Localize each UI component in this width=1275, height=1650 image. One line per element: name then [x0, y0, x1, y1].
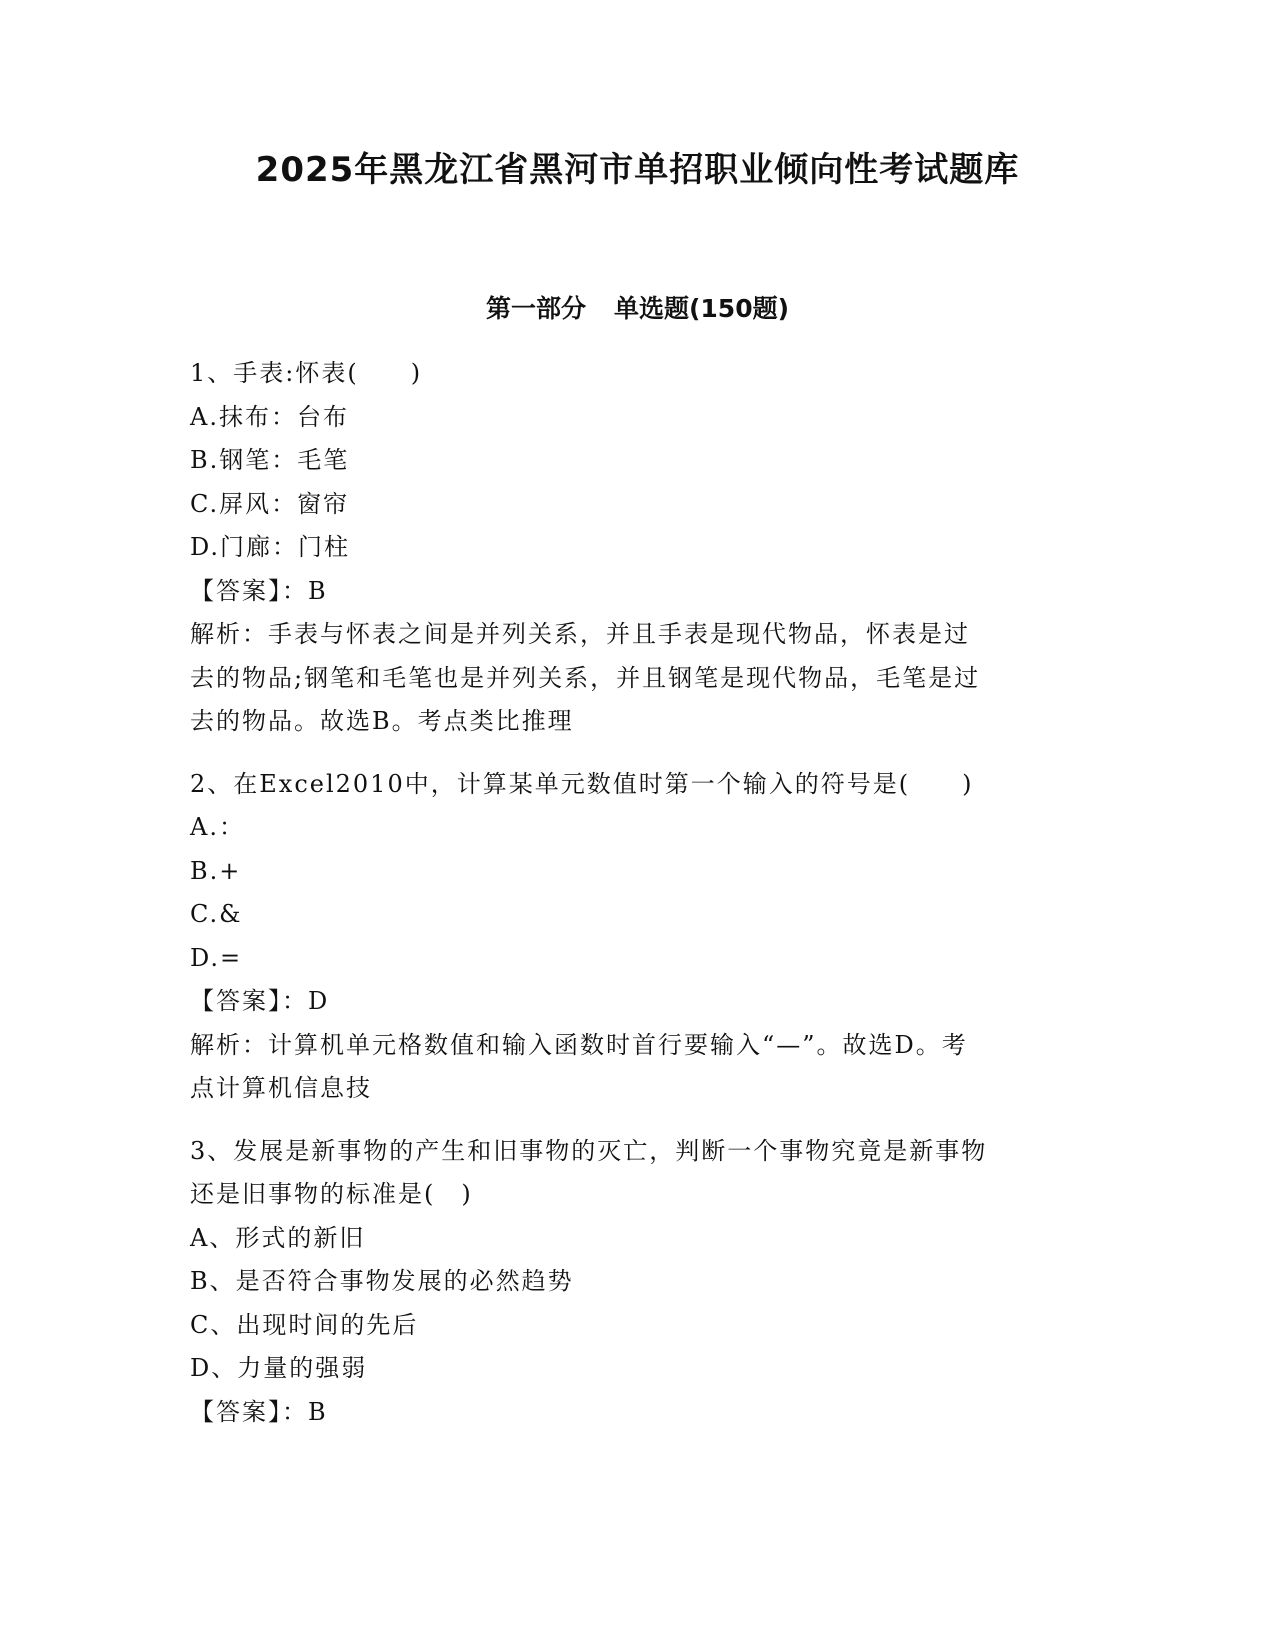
- question-stem-continued: 还是旧事物的标准是( ): [190, 1180, 473, 1208]
- option-b: B.+: [190, 856, 242, 885]
- question-2: [190, 763, 1090, 1111]
- option-a: A.：: [190, 813, 245, 841]
- option-d: D.=: [190, 943, 243, 972]
- answer-line: 【答案】：B: [190, 576, 328, 605]
- answer-line: 【答案】：D: [190, 987, 330, 1015]
- question-stem: 1、手表:怀表( ): [190, 359, 423, 387]
- analysis-line: 去的物品;钢笔和毛笔也是并列关系，并且钢笔是现代物品，毛笔是过: [190, 663, 981, 692]
- analysis-line: 去的物品。故选B。考点类比推理: [190, 707, 574, 735]
- analysis-line: 点计算机信息技: [190, 1074, 372, 1102]
- section-part: 第一部分: [485, 294, 586, 323]
- analysis-line: 解析：手表与怀表之间是并列关系，并且手表是现代物品，怀表是过: [190, 620, 970, 648]
- option-d: D.门廊：门柱: [190, 533, 351, 561]
- option-a: A、形式的新旧: [190, 1223, 366, 1252]
- question-3: [190, 1130, 1090, 1435]
- analysis-line: 解析：计算机单元格数值和输入函数时首行要输入“—”。故选D。考: [190, 1030, 968, 1059]
- option-d: D、力量的强弱: [190, 1354, 368, 1382]
- question-stem: 2、在Excel2010中，计算某单元数值时第一个输入的符号是( ): [190, 769, 974, 798]
- option-a: A.抹布：台布: [190, 402, 349, 431]
- option-b: B、是否符合事物发展的必然趋势: [190, 1267, 574, 1295]
- option-c: C、出现时间的先后: [190, 1310, 419, 1339]
- question-1: [190, 352, 1090, 744]
- question-list: [190, 352, 1090, 1453]
- option-b: B.钢笔：毛笔: [190, 446, 350, 474]
- option-c: C.屏风：窗帘: [190, 489, 350, 518]
- document-title: 2025年黑龙江省黑河市单招职业倾向性考试题库: [255, 150, 1020, 190]
- option-c: C.&: [190, 900, 243, 928]
- section-heading: [0, 292, 1275, 326]
- question-stem: 3、发展是新事物的产生和旧事物的灭亡，判断一个事物究竟是新事物: [190, 1136, 988, 1165]
- section-name: 单选题(150题): [613, 294, 790, 323]
- answer-line: 【答案】：B: [190, 1397, 328, 1426]
